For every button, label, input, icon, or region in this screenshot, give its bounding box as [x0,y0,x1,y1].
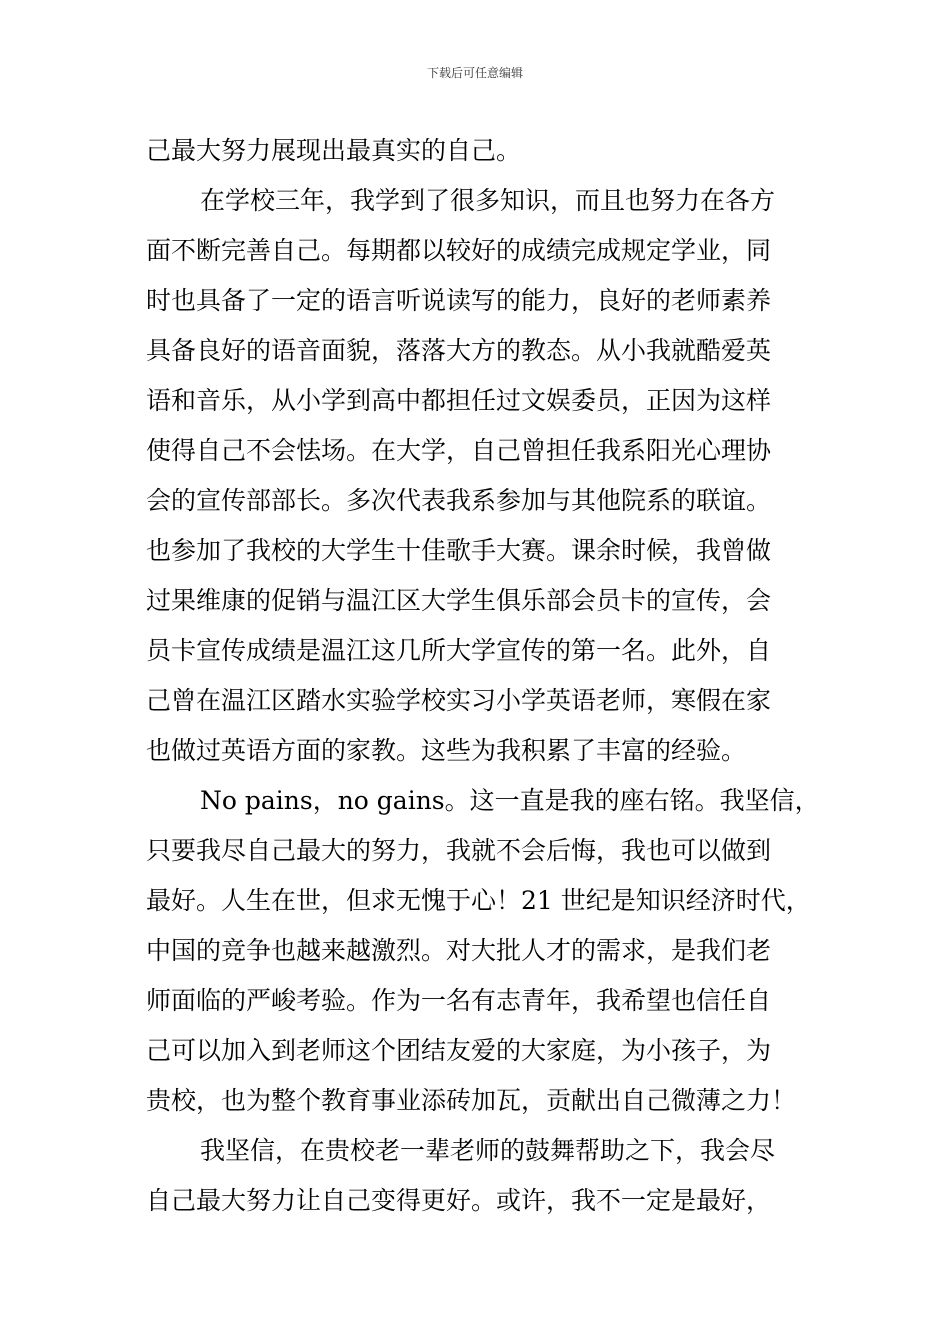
text-line: 己可以加入到老师这个团结友爱的大家庭，为小孩子，为 [146,1036,772,1065]
text-line: 具备良好的语音面貌，落落大方的教态。从小我就酷爱英 [146,336,772,365]
text-line: 时也具备了一定的语言听说读写的能力，良好的老师素养 [146,286,772,315]
text-line: 语和音乐，从小学到高中都担任过文娱委员，正因为这样 [146,386,772,415]
text-line: 会的宣传部部长。多次代表我系参加与其他院系的联谊。 [146,486,772,515]
text-line: 己最大努力展现出最真实的自己。 [146,136,522,165]
text-line: 也参加了我校的大学生十佳歌手大赛。课余时候，我曾做 [146,536,772,565]
text-line: 师面临的严峻考验。作为一名有志青年，我希望也信任自 [146,986,772,1015]
text-line: 自己最大努力让自己变得更好。或许，我不一定是最好， [146,1186,772,1215]
paragraph-start-line: No pains，no gains。这一直是我的座右铭。我坚信， [200,786,820,815]
body-text [146,126,826,1226]
page-header: 下载后可任意编辑 [426,66,523,80]
text-line: 也做过英语方面的家教。这些为我积累了丰富的经验。 [146,736,747,765]
text-line: 员卡宣传成绩是温江这几所大学宣传的第一名。此外，自 [146,636,772,665]
text-line: 己曾在温江区踏水实验学校实习小学英语老师，寒假在家 [146,686,772,715]
paragraph-start-line: 我坚信，在贵校老一辈老师的鼓舞帮助之下，我会尽 [200,1136,776,1165]
text-line: 只要我尽自己最大的努力，我就不会后悔，我也可以做到 [146,836,772,865]
text-line: 最好。人生在世，但求无愧于心！21 世纪是知识经济时代， [146,886,811,915]
text-line: 贵校，也为整个教育事业添砖加瓦，贡献出自己微薄之力！ [146,1086,797,1115]
paragraph-start-line: 在学校三年，我学到了很多知识，而且也努力在各方 [200,186,776,215]
text-line: 使得自己不会怯场。在大学，自己曾担任我系阳光心理协 [146,436,772,465]
text-line: 面不断完善自己。每期都以较好的成绩完成规定学业，同 [146,236,772,265]
text-line: 中国的竞争也越来越激烈。对大批人才的需求，是我们老 [146,936,772,965]
text-line: 过果维康的促销与温江区大学生俱乐部会员卡的宣传，会 [146,586,772,615]
